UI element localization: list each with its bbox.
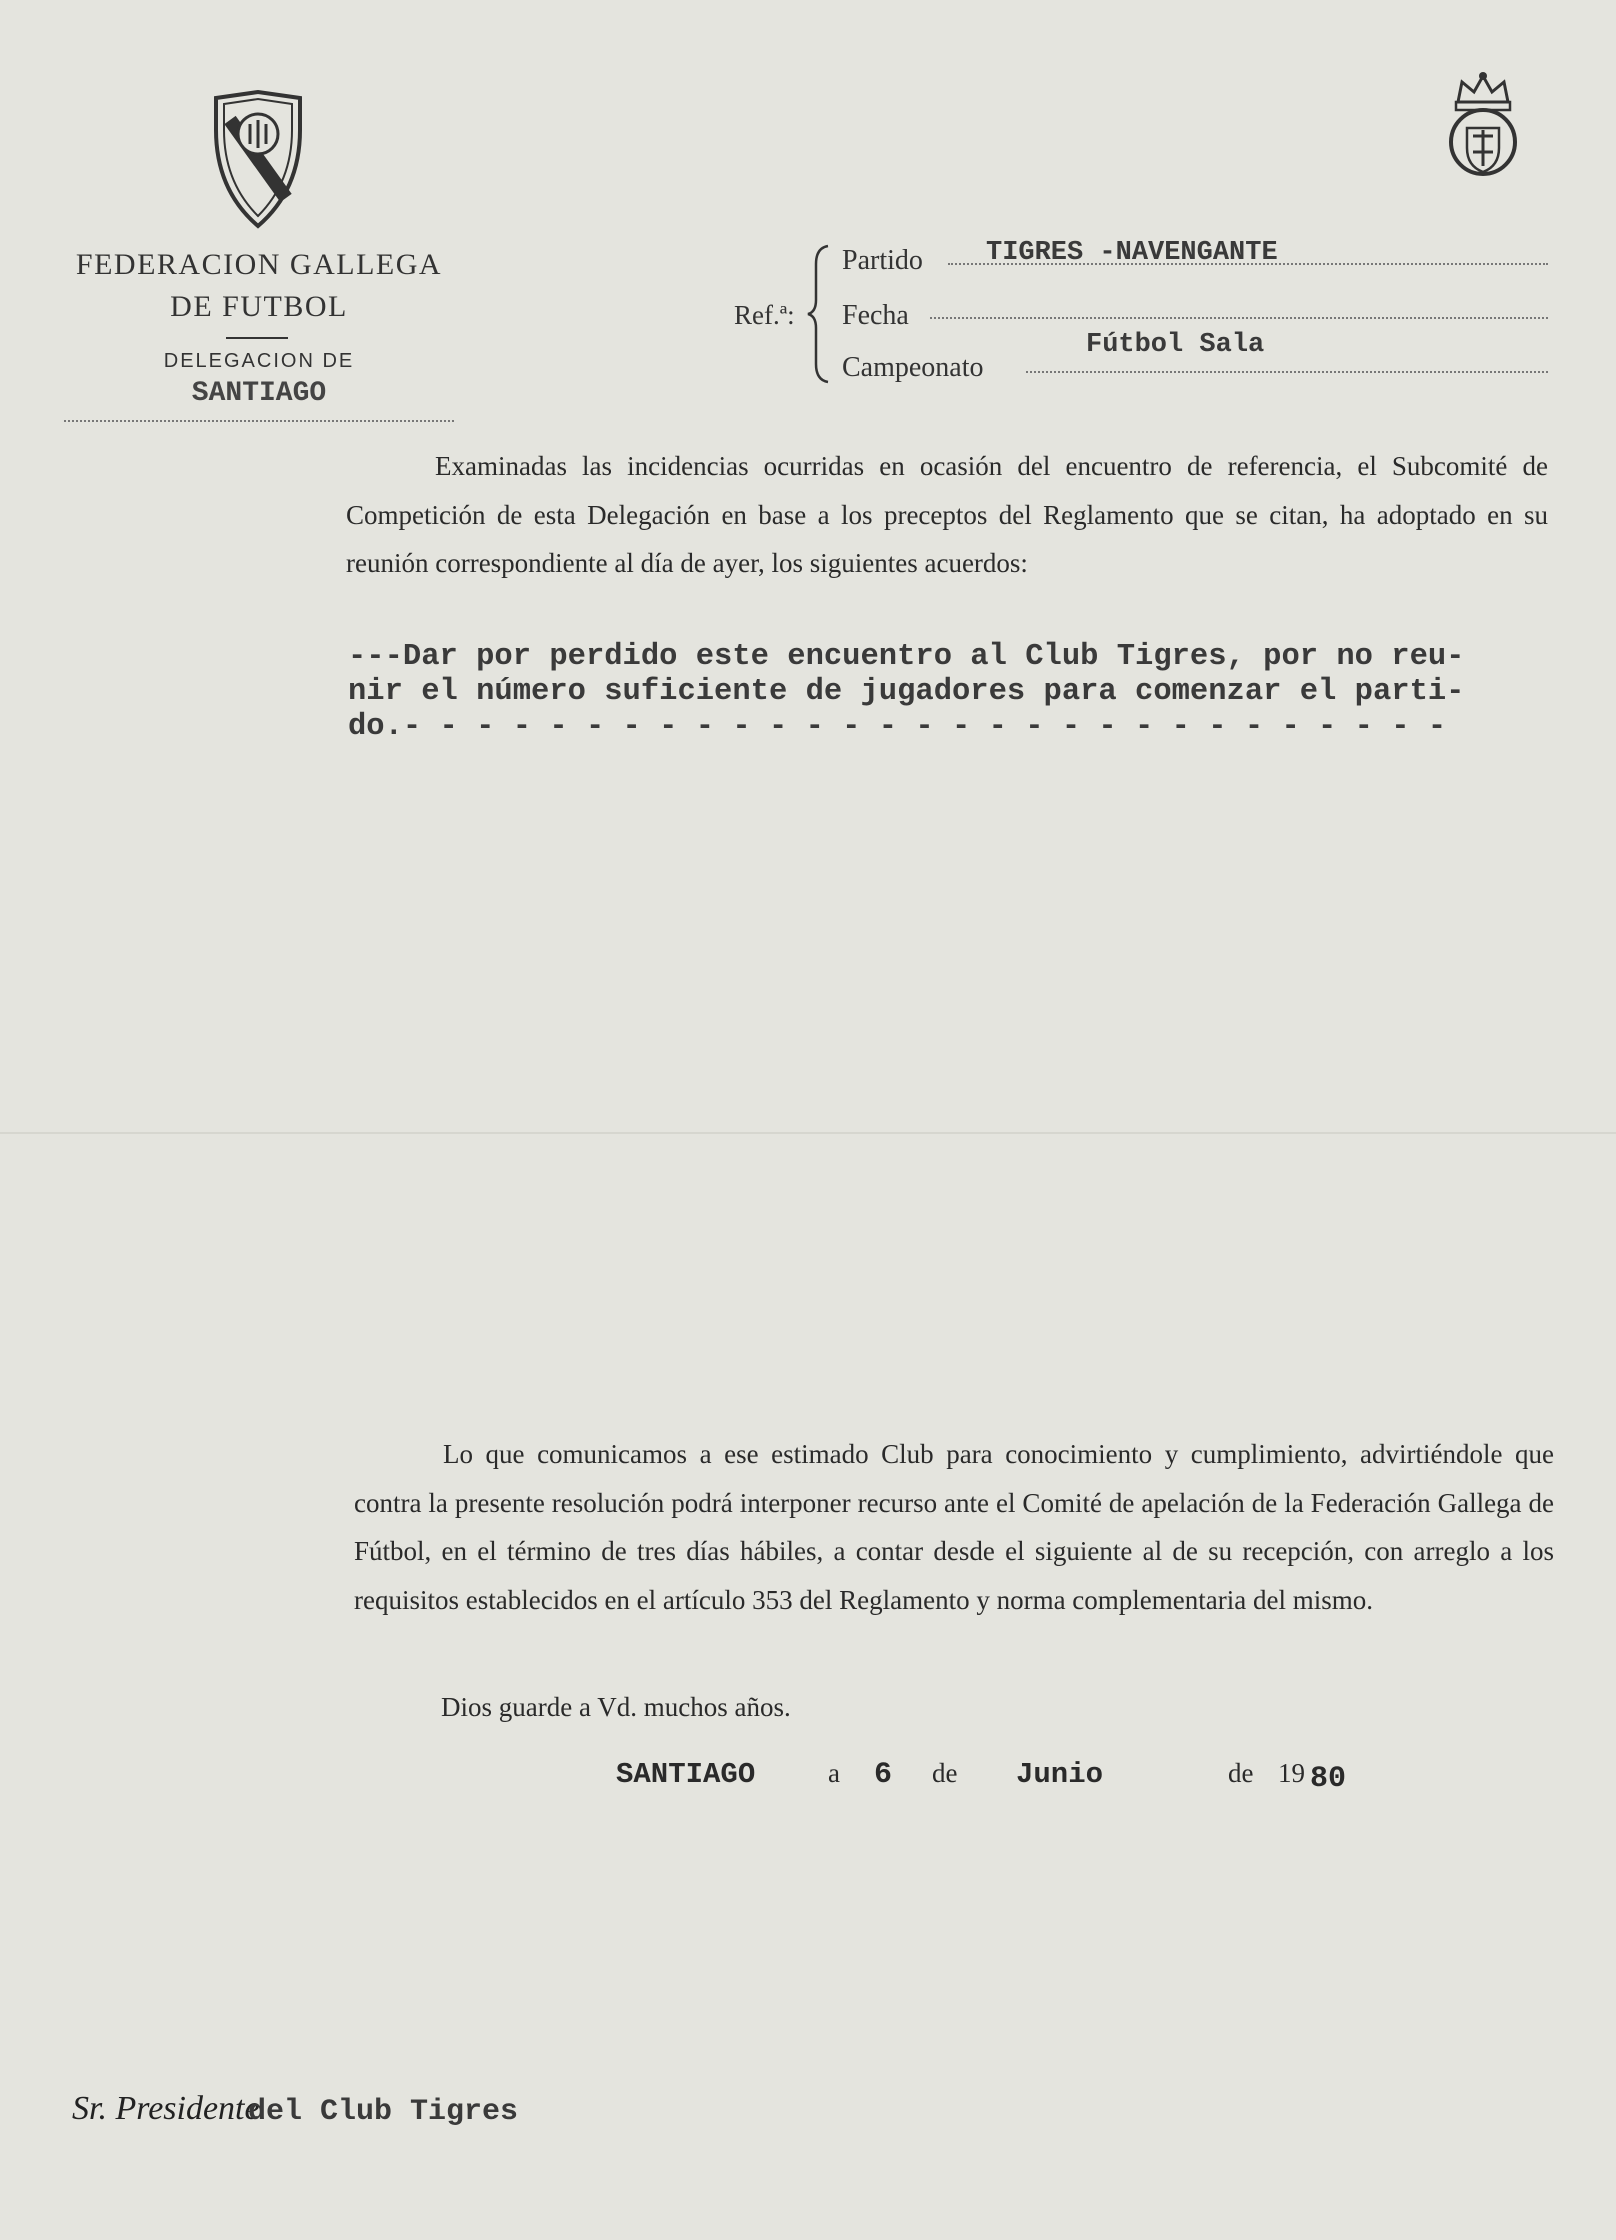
date-year-suffix: 80 — [1310, 1762, 1347, 1796]
date-year-prefix: 19 — [1278, 1758, 1305, 1788]
federation-shield-logo — [210, 90, 306, 230]
date-day: 6 — [874, 1758, 893, 1792]
fecha-dotted-line — [930, 317, 1548, 319]
date-city: SANTIAGO — [616, 1758, 756, 1791]
agreement-line: do.- - - - - - - - - - - - - - - - - - - - - - - - - - - - - — [348, 710, 1447, 744]
agreement-line: nir el número suficiente de jugadores para comenzar el parti- — [348, 675, 1465, 709]
date-month: Junio — [1016, 1758, 1104, 1791]
date-de: de — [932, 1758, 958, 1788]
intro-paragraph — [346, 442, 1548, 588]
addressee-printed: Sr. Presidente — [72, 2090, 260, 2127]
spanish-federation-crest-logo — [1440, 68, 1526, 180]
reference-label: Ref.ª: — [734, 300, 795, 330]
header-dotted-rule — [64, 420, 454, 422]
closing-salutation: Dios guarde a Vd. muchos años. — [441, 1692, 791, 1722]
notice-text: Lo que comunicamos a ese estimado Club para conocimiento y cumplimiento, advirtiéndole que contra la presente resolución podrá interponer recurso ante el Comité de apelación de la Federación Gallega de Fútbol, en el término de tres días hábiles, a contar desde el siguiente al de su recepción, con arreglo a los requisitos establecidos en el artículo 353 del Reglamento y norma complementaria del mismo. — [354, 1439, 1554, 1615]
fecha-label: Fecha — [842, 300, 909, 331]
delegation-city: SANTIAGO — [191, 378, 327, 409]
header-divider — [226, 337, 288, 339]
campeonato-label: Campeonato — [842, 352, 984, 383]
agreement-line: ---Dar por perdido este encuentro al Club Tigres, por no reu- — [348, 640, 1465, 674]
partido-label: Partido — [842, 245, 923, 276]
notice-paragraph — [354, 1430, 1554, 1624]
addressee-typed: del Club Tigres — [248, 2095, 519, 2129]
date-a: a — [828, 1758, 840, 1788]
federation-name-line1: FEDERACION GALLEGA — [75, 248, 443, 281]
delegation-label: DELEGACION DE — [163, 350, 355, 372]
page-fold-line — [0, 1132, 1616, 1134]
campeonato-value: Fútbol Sala — [1086, 330, 1265, 360]
campeonato-dotted-line — [1026, 371, 1548, 373]
federation-name-line2: DE FUTBOL — [170, 290, 348, 323]
intro-text: Examinadas las incidencias ocurridas en ocasión del encuentro de referencia, el Subcomité de Competición de esta Delegación en base a los preceptos del Reglamento que se citan, ha adoptado en su reunión correspondiente al día de ayer, los siguientes acuerdos: — [346, 451, 1548, 578]
reference-brace — [806, 244, 832, 384]
partido-value: TIGRES -NAVENGANTE — [986, 238, 1278, 268]
agreement-text — [348, 640, 1578, 745]
date-de: de — [1228, 1758, 1254, 1788]
